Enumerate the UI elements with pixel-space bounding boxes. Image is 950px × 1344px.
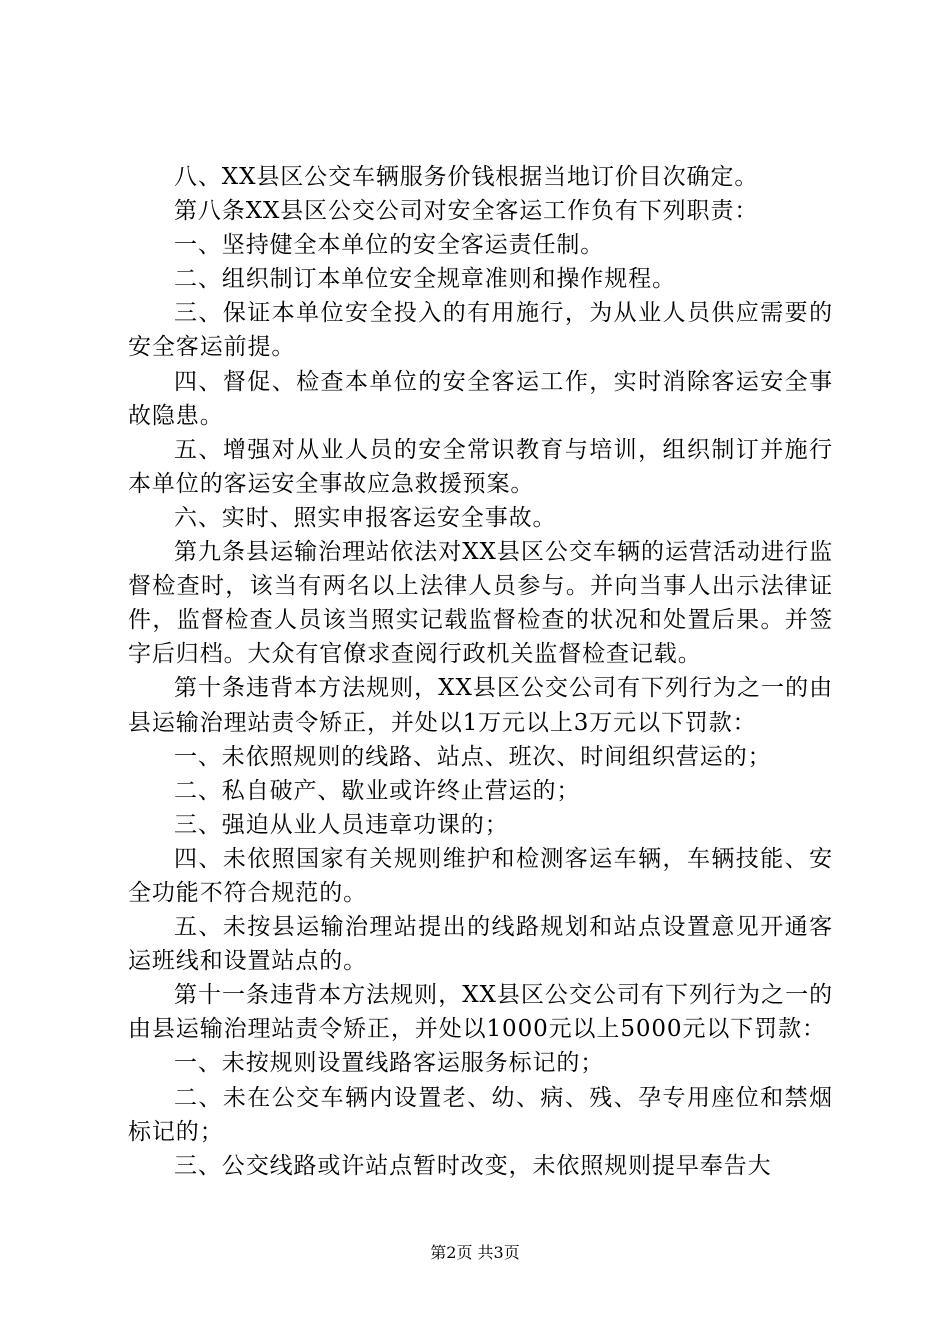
paragraph: 一、未依照规则的线路、站点、班次、时间组织营运的； (174, 743, 772, 770)
paragraph: 五、未按县运输治理站提出的线路规划和站点设置意见开通客运班线和设置站点的。 (128, 914, 833, 975)
paragraph: 三、保证本单位安全投入的有用施行，为从业人员供应需要的安全客运前提。 (128, 300, 833, 361)
paragraph: 一、坚持健全本单位的安全客运责任制。 (174, 232, 605, 259)
document-body (128, 160, 833, 1183)
paragraph: 六、实时、照实申报客运安全事故。 (174, 504, 557, 531)
paragraph: 四、未依照国家有关规则维护和检测客运车辆，车辆技能、安全功能不符合规范的。 (128, 845, 833, 906)
paragraph: 第八条XX县区公交公司对安全客运工作负有下列职责： (174, 198, 759, 225)
paragraph: 八、XX县区公交车辆服务价钱根据当地订价目次确定。 (174, 164, 759, 190)
page-number-footer: 第2页 共3页 (430, 1243, 520, 1262)
paragraph: 五、增强对从业人员的安全常识教育与培训，组织制订并施行本单位的客运安全事故应急救援预案。 (128, 436, 833, 497)
paragraph: 三、强迫从业人员违章功课的； (174, 811, 509, 838)
paragraph: 二、组织制订本单位安全规章准则和操作规程。 (174, 266, 676, 293)
paragraph: 第十一条违背本方法规则，XX县区公交公司有下列行为之一的由县运输治理站责令矫正，并处以1000元以上5000元以下罚款： (128, 982, 833, 1043)
paragraph: 四、督促、检查本单位的安全客运工作，实时消除客运安全事故隐患。 (128, 368, 833, 429)
paragraph: 三、公交线路或许站点暂时改变，未依照规则提早奉告大 (174, 1152, 772, 1179)
paragraph: 一、未按规则设置线路客运服务标记的； (174, 1050, 605, 1077)
paragraph: 二、私自破产、歇业或许终止营运的； (174, 777, 581, 804)
paragraph: 二、未在公交车辆内设置老、幼、病、残、孕专用座位和禁烟标记的； (128, 1084, 833, 1145)
paragraph: 第十条违背本方法规则，XX县区公交公司有下列行为之一的由县运输治理站责令矫正，并处以1万元以上3万元以下罚款： (128, 675, 833, 736)
paragraph: 第九条县运输治理站依法对XX县区公交车辆的运营活动进行监督检查时，该当有两名以上法律人员参与。并向当事人出示法律证件，监督检查人员该当照实记载监督检查的状况和处置后果。并签字后归档。大众有官僚求查阅行政机关监督检查记载。 (128, 539, 833, 668)
